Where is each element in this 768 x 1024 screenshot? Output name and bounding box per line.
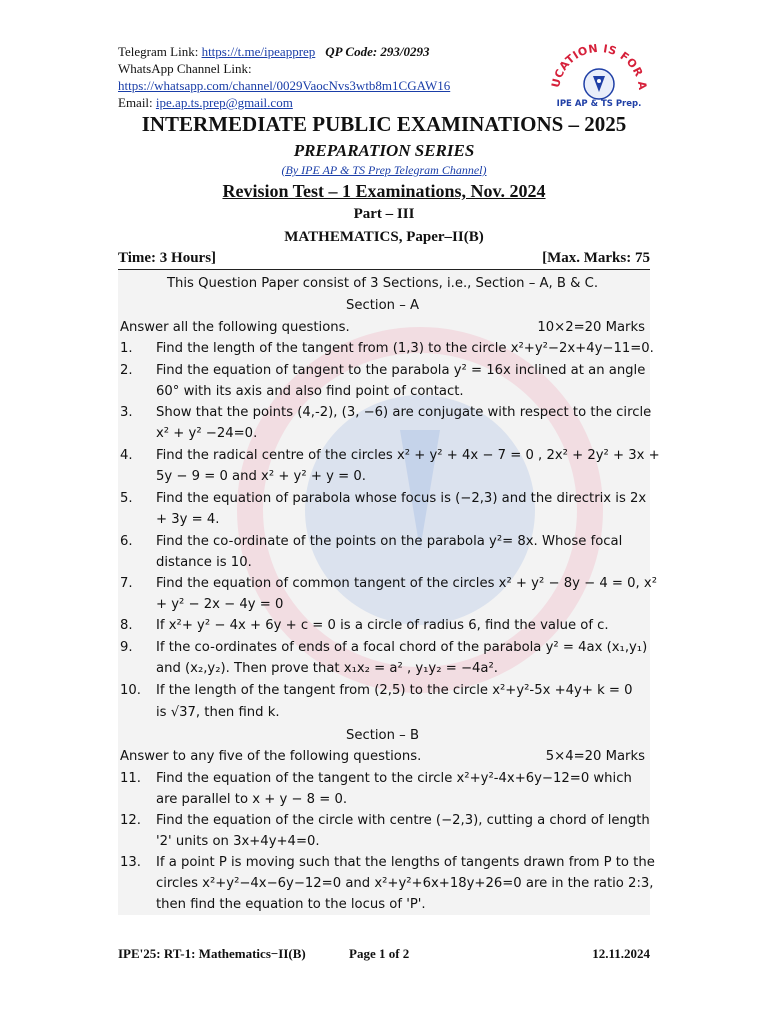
- question-text: If the length of the tangent from (2,5) to the circle x²+y²-5x +4y+ k = 0: [156, 683, 633, 698]
- time-label: Time: 3 Hours]: [118, 250, 217, 266]
- question-text: distance is 10.: [156, 555, 252, 570]
- question-number: 2.: [120, 363, 133, 378]
- section-a-heading: Section – A: [346, 298, 419, 313]
- divider-line: [118, 269, 650, 270]
- telegram-line: [118, 44, 430, 60]
- max-marks-label: [Max. Marks: 75: [542, 250, 650, 266]
- question-text: Find the equation of tangent to the parabola y² = 16x inclined at an angle: [156, 363, 646, 378]
- question-number: 10.: [120, 683, 141, 698]
- question-number: 13.: [120, 855, 141, 870]
- question-number: 5.: [120, 491, 133, 506]
- question-text: then find the equation to the locus of 'P'.: [156, 897, 426, 912]
- question-text: If the co-ordinates of ends of a focal chord of the parabola y² = 4ax (x₁,y₁): [156, 640, 648, 655]
- question-number: 8.: [120, 618, 133, 633]
- question-text: is √37, then find k.: [156, 705, 280, 720]
- exam-title: INTERMEDIATE PUBLIC EXAMINATIONS – 2025: [141, 112, 627, 136]
- test-title: Revision Test – 1 Examinations, Nov. 2024: [222, 181, 546, 201]
- question-number: 4.: [120, 448, 133, 463]
- channel-logo: [545, 40, 653, 110]
- section-b-instruction: Answer to any five of the following questions.: [120, 749, 422, 764]
- question-number: 11.: [120, 771, 141, 786]
- whatsapp-label: WhatsApp Channel Link:: [118, 61, 252, 76]
- email-label: Email:: [118, 95, 156, 110]
- question-text: Find the radical centre of the circles x² + y² + 4x − 7 = 0 , 2x² + 2y² + 3x +: [156, 448, 660, 463]
- question-text: Find the length of the tangent from (1,3) to the circle x²+y²−2x+4y−11=0.: [156, 341, 654, 356]
- series-title: PREPARATION SERIES: [293, 141, 475, 160]
- question-text: Find the equation of common tangent of the circles x² + y² − 8y − 4 = 0, x²: [156, 576, 658, 591]
- question-text: Find the equation of the circle with centre (−2,3), cutting a chord of length: [156, 813, 650, 828]
- question-text: and (x₂,y₂). Then prove that x₁x₂ = a² , y₁y₂ = −4a².: [156, 661, 498, 676]
- question-number: 7.: [120, 576, 133, 591]
- logo-arc-text: UCATION IS FOR A: [549, 41, 650, 92]
- telegram-link[interactable]: https://t.me/ipeapprep: [201, 44, 316, 59]
- question-text: Find the co-ordinate of the points on the parabola y²= 8x. Whose focal: [156, 534, 623, 549]
- footer-paper-id: IPE'25: RT-1: Mathematics−II(B): [118, 946, 306, 961]
- question-text: Show that the points (4,-2), (3, −6) are conjugate with respect to the circle: [156, 405, 652, 420]
- logo-graphic: [545, 40, 653, 110]
- footer-date: 12.11.2024: [592, 946, 650, 961]
- question-number: 3.: [120, 405, 133, 420]
- question-text: If a point P is moving such that the lengths of tangents drawn from P to the: [156, 855, 655, 870]
- question-text: circles x²+y²−4x−6y−12=0 and x²+y²+6x+18y+26=0 are in the ratio 2:3,: [156, 876, 654, 891]
- section-b-marks: 5×4=20 Marks: [545, 749, 645, 764]
- section-b-heading: Section – B: [345, 728, 420, 743]
- question-text: are parallel to x + y − 8 = 0.: [156, 792, 348, 807]
- qp-code: QP Code: 293/0293: [325, 44, 430, 59]
- email-link[interactable]: ipe.ap.ts.prep@gmail.com: [155, 95, 293, 110]
- question-number: 9.: [120, 640, 133, 655]
- logo-bottom-text: IPE AP & TS Prep.: [556, 99, 642, 109]
- question-text: x² + y² −24=0.: [156, 426, 258, 441]
- question-text: Find the equation of the tangent to the circle x²+y²-4x+6y−12=0 which: [156, 771, 632, 786]
- telegram-label: Telegram Link:: [118, 44, 202, 59]
- question-text: '2' units on 3x+4y+4=0.: [156, 834, 320, 849]
- question-number: 6.: [120, 534, 133, 549]
- footer-page-number: Page 1 of 2: [349, 946, 410, 961]
- paper-intro: This Question Paper consist of 3 Sections, i.e., Section – A, B & C.: [166, 276, 599, 291]
- email-line: [118, 95, 293, 111]
- question-text: 60° with its axis and also find point of contact.: [156, 384, 464, 399]
- question-text: If x²+ y² − 4x + 6y + c = 0 is a circle of radius 6, find the value of c.: [156, 618, 609, 633]
- question-text: Find the equation of parabola whose focus is (−2,3) and the directrix is 2x: [156, 491, 647, 506]
- part-label: Part – III: [353, 206, 415, 222]
- section-a-marks: 10×2=20 Marks: [537, 320, 645, 335]
- subject-label: MATHEMATICS, Paper–II(B): [284, 229, 484, 245]
- series-byline: (By IPE AP & TS Prep Telegram Channel): [281, 163, 487, 177]
- section-a-instruction: Answer all the following questions.: [120, 320, 350, 335]
- question-text: 5y − 9 = 0 and x² + y² + y = 0.: [156, 469, 366, 484]
- question-text: + 3y = 4.: [156, 512, 220, 527]
- whatsapp-link[interactable]: https://whatsapp.com/channel/0029VaocNvs3wtb8m1CGAW16: [118, 78, 451, 93]
- question-number: 12.: [120, 813, 141, 828]
- question-text: + y² − 2x − 4y = 0: [156, 597, 284, 612]
- question-number: 1.: [120, 341, 133, 356]
